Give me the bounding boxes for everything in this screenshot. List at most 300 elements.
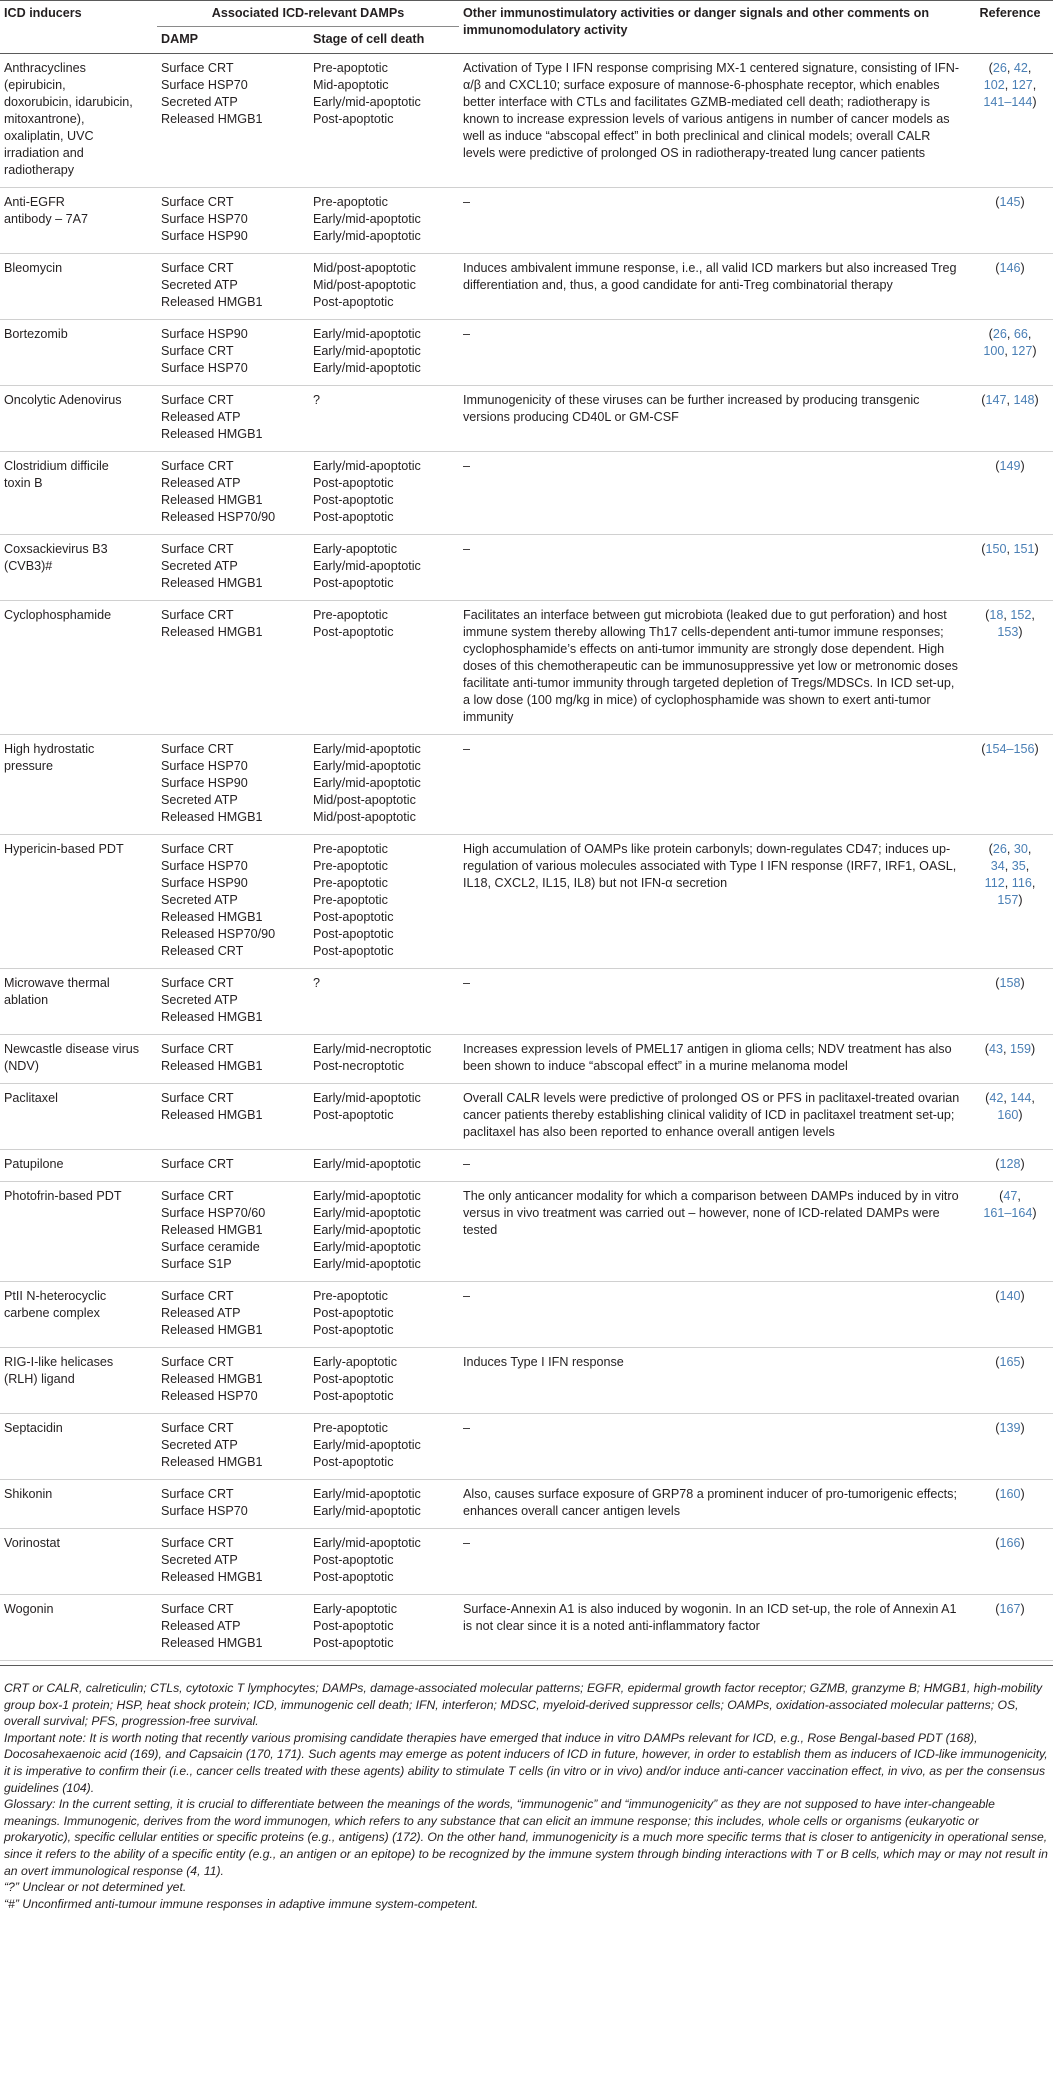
cell-damp-line: Surface CRT <box>161 61 234 75</box>
cell-comment: High accumulation of OAMPs like protein carbonyls; down-regulates CD47; induces up-regulation of various molecules associated with Type I IFN response (IRF7, IRF1, OASL, IL18, CXCL2, IL15, IL8) but not IFN-α secretion <box>459 835 967 969</box>
header-damp: DAMP <box>157 27 309 54</box>
cell-stage <box>309 1182 459 1282</box>
cell-stage-line: Early/mid-apoptotic <box>313 559 421 573</box>
cell-inducer <box>0 1480 157 1529</box>
cell-stage-line: Mid-apoptotic <box>313 78 389 92</box>
cell-damp-line: Surface CRT <box>161 1487 234 1501</box>
cell-stage-line: Pre-apoptotic <box>313 876 388 890</box>
table-footnotes <box>0 1665 1053 1912</box>
cell-damp-line: Surface HSP90 <box>161 327 248 341</box>
cell-damp-line: Released HMGB1 <box>161 910 263 924</box>
cell-damp-line: Released ATP <box>161 476 241 490</box>
table-row <box>0 320 1053 386</box>
cell-inducer <box>0 188 157 254</box>
cell-reference <box>967 1035 1053 1084</box>
cell-comment: Facilitates an interface between gut microbiota (leaked due to gut perforation) and host immune system thereby allowing Th17 cells-dependent anti-tumor immune responses; cyclophosphamide’s effects on anti-tumor immunity are strongly dose dependent. High doses of this chemotherapeutic can be immunosuppressive yet low or metronomic doses facilitate anti-tumor immunity through targeted depletion of Tregs/MDSCs. In ICD set-up, a low dose (100 mg/kg in mice) of cyclophosphamide was shown to exert anti-tumor immunity <box>459 601 967 735</box>
cell-stage <box>309 54 459 188</box>
cell-damp-line: Released HMGB1 <box>161 1323 263 1337</box>
cell-inducer-line: PtII N-heterocyclic <box>4 1289 107 1303</box>
cell-stage-line: Post-apoptotic <box>313 1636 394 1650</box>
cell-stage-line: Early/mid-apoptotic <box>313 1504 421 1518</box>
cell-damp-line: Surface CRT <box>161 393 234 407</box>
cell-reference <box>967 188 1053 254</box>
cell-stage-line: Early/mid-apoptotic <box>313 327 421 341</box>
cell-damp-line: Released ATP <box>161 1306 241 1320</box>
cell-inducer-line: carbene complex <box>4 1306 100 1320</box>
cell-stage <box>309 1480 459 1529</box>
cell-stage <box>309 969 459 1035</box>
cell-stage-line: Early/mid-apoptotic <box>313 212 421 226</box>
cell-damp-line: Secreted ATP <box>161 95 238 109</box>
cell-reference <box>967 1414 1053 1480</box>
cell-reference-line: 161–164) <box>983 1206 1037 1220</box>
cell-stage-line: Post-apoptotic <box>313 625 394 639</box>
cell-damp-line: Secreted ATP <box>161 559 238 573</box>
cell-damp-line: Surface CRT <box>161 459 234 473</box>
table-row <box>0 1595 1053 1661</box>
cell-damp <box>157 835 309 969</box>
cell-reference-line: (26, 66, <box>988 327 1032 341</box>
cell-stage-line: Post-necroptotic <box>313 1059 404 1073</box>
cell-damp-line: Surface CRT <box>161 842 234 856</box>
cell-stage <box>309 1529 459 1595</box>
cell-inducer <box>0 969 157 1035</box>
cell-stage <box>309 1084 459 1150</box>
cell-reference-line: 102, 127, <box>983 78 1037 92</box>
cell-inducer-line: Anthracyclines <box>4 61 86 75</box>
cell-damp-line: Released ATP <box>161 1619 241 1633</box>
cell-inducer-line: Oncolytic Adenovirus <box>4 393 122 407</box>
cell-stage <box>309 835 459 969</box>
cell-inducer-line: (CVB3)# <box>4 559 53 573</box>
cell-reference <box>967 1595 1053 1661</box>
cell-stage-line: Post-apoptotic <box>313 1553 394 1567</box>
cell-stage <box>309 601 459 735</box>
cell-stage-line: Post-apoptotic <box>313 476 394 490</box>
table-row <box>0 535 1053 601</box>
cell-damp-line: Surface HSP70 <box>161 212 248 226</box>
cell-comment: Induces ambivalent immune response, i.e., all valid ICD markers but also increased Treg differentiation and, thus, a good candidate for anti-Treg combinatorial therapy <box>459 254 967 320</box>
cell-damp-line: Released HMGB1 <box>161 1059 263 1073</box>
cell-stage-line: Post-apoptotic <box>313 112 394 126</box>
cell-damp-line: Secreted ATP <box>161 893 238 907</box>
cell-inducer-line: antibody – 7A7 <box>4 212 89 226</box>
cell-stage-line: Early/mid-apoptotic <box>313 1189 421 1203</box>
cell-stage <box>309 1595 459 1661</box>
cell-inducer-line: Anti-EGFR <box>4 195 65 209</box>
cell-reference <box>967 254 1053 320</box>
cell-inducer <box>0 1348 157 1414</box>
cell-stage-line: Early/mid-apoptotic <box>313 1257 421 1271</box>
cell-damp-line: Secreted ATP <box>161 1438 238 1452</box>
cell-comment: – <box>459 535 967 601</box>
cell-damp <box>157 1414 309 1480</box>
cell-damp <box>157 1595 309 1661</box>
cell-inducer-line: irradiation and <box>4 146 84 160</box>
cell-stage <box>309 386 459 452</box>
cell-comment: – <box>459 1529 967 1595</box>
cell-comment: Surface-Annexin A1 is also induced by wogonin. In an ICD set-up, the role of Annexin A1 is not clear since it is a noted anti-inflammatory factor <box>459 1595 967 1661</box>
cell-comment: Immunogenicity of these viruses can be further increased by producing transgenic versions producing CD40L or GM-CSF <box>459 386 967 452</box>
cell-inducer-line: Photofrin-based PDT <box>4 1189 122 1203</box>
footnote-unclear: “?” Unclear or not determined yet. <box>4 1880 187 1895</box>
footnote-important: Important note: It is worth noting that recently various promising candidate therapies have emerged that induce in vitro DAMPs relevant for ICD, e.g., Rose Bengal-based PDT (168), Docosahexaenoic acid (169), and Capsaicin (170, 171). Such agents may emerge as potent inducers of ICD in future, however, in order to establish them as inducers of ICD-like immunogenicity, it is imperative to confirm their (i.e., cancer cells treated with these agents) ability to stimulate T cells (in vitro or in vivo) and/or induce anti-cancer vaccination effect, in vivo, as per the consensus guidelines (104). <box>4 1730 1048 1795</box>
cell-damp <box>157 1182 309 1282</box>
cell-damp-line: Surface HSP70 <box>161 759 248 773</box>
cell-stage-line: Early/mid-apoptotic <box>313 1536 421 1550</box>
cell-damp-line: Surface CRT <box>161 608 234 622</box>
cell-damp-line: Surface ceramide <box>161 1240 260 1254</box>
cell-damp-line: Released HMGB1 <box>161 427 263 441</box>
cell-stage-line: Post-apoptotic <box>313 1619 394 1633</box>
cell-damp <box>157 54 309 188</box>
cell-reference-line: 100, 127) <box>983 344 1037 358</box>
cell-reference <box>967 320 1053 386</box>
table-row <box>0 601 1053 735</box>
cell-stage-line: Pre-apoptotic <box>313 608 388 622</box>
cell-reference-line: (42, 144, <box>985 1091 1035 1105</box>
cell-damp <box>157 1035 309 1084</box>
cell-stage-line: Pre-apoptotic <box>313 1289 388 1303</box>
cell-stage-line: ? <box>313 976 321 990</box>
cell-stage-line: Post-apoptotic <box>313 910 394 924</box>
cell-stage-line: Early/mid-apoptotic <box>313 742 421 756</box>
cell-damp-line: Released HMGB1 <box>161 1455 263 1469</box>
cell-inducer-line: (epirubicin, <box>4 78 66 92</box>
table-row <box>0 835 1053 969</box>
cell-reference-line: 153) <box>997 625 1023 639</box>
cell-inducer-line: RIG-I-like helicases <box>4 1355 114 1369</box>
cell-stage-line: Early/mid-apoptotic <box>313 759 421 773</box>
cell-damp-line: Secreted ATP <box>161 993 238 1007</box>
cell-inducer-line: Shikonin <box>4 1487 53 1501</box>
cell-stage-line: Early/mid-apoptotic <box>313 1223 421 1237</box>
cell-inducer <box>0 320 157 386</box>
table-row <box>0 386 1053 452</box>
cell-damp-line: Secreted ATP <box>161 1553 238 1567</box>
cell-damp-line: Released HMGB1 <box>161 1636 263 1650</box>
cell-stage-line: Post-apoptotic <box>313 1108 394 1122</box>
cell-reference-line: (147, 148) <box>981 393 1039 407</box>
cell-stage-line: Pre-apoptotic <box>313 1421 388 1435</box>
footnote-abbreviations: CRT or CALR, calreticulin; CTLs, cytotoxic T lymphocytes; DAMPs, damage-associated molecular patterns; EGFR, epidermal growth factor receptor; GZMB, granzyme B; HMGB1, high-mobility group box-1 protein; HSP, heat shock protein; ICD, immunogenic cell death; IFN, interferon; MDSC, myeloid-derived suppressor cells; OAMPs, oxidation-associated molecular patterns; OS, overall survival; PFS, progression-free survival. <box>4 1681 1043 1729</box>
cell-reference <box>967 601 1053 735</box>
footnote-glossary: Glossary: In the current setting, it is crucial to differentiate between the meanings of the words, “immunogenic” and “immunogenicity” as they are not supposed to have inter-changeable meanings. Immunogenic, derives from the word immunogen, which refers to any substance that can elicit an immune response; this includes, whole cells or organisms (eukaryotic or prokaryotic), specific cellular entities or specific proteins (e.g., antigens) (172). On the other hand, immunogenicity is a much more specific terms that is closer to antigenicity in operational sense, since it refers to the ability of a specific entity (e.g., an antigen or an epitope) to be recognized by the immune system through binding interactions with T or B cells, which may or may not result in an overt immunological response (4, 11). <box>4 1797 1048 1878</box>
cell-inducer-line: Microwave thermal <box>4 976 110 990</box>
cell-stage <box>309 1348 459 1414</box>
cell-inducer <box>0 601 157 735</box>
cell-reference-line: (43, 159) <box>984 1042 1036 1056</box>
cell-comment: – <box>459 188 967 254</box>
table-row <box>0 1282 1053 1348</box>
cell-inducer <box>0 452 157 535</box>
cell-reference-line: (145) <box>995 195 1025 209</box>
cell-damp-line: Surface CRT <box>161 742 234 756</box>
cell-inducer-line: toxin B <box>4 476 43 490</box>
table-body <box>0 54 1053 1661</box>
cell-stage-line: Mid/post-apoptotic <box>313 810 416 824</box>
cell-damp-line: Surface S1P <box>161 1257 232 1271</box>
cell-comment: – <box>459 969 967 1035</box>
cell-damp-line: Surface CRT <box>161 1536 234 1550</box>
cell-inducer <box>0 535 157 601</box>
cell-stage-line: Post-apoptotic <box>313 1323 394 1337</box>
cell-stage-line: Post-apoptotic <box>313 1306 394 1320</box>
cell-damp-line: Surface HSP90 <box>161 229 248 243</box>
cell-comment: – <box>459 320 967 386</box>
cell-damp-line: Surface HSP70 <box>161 361 248 375</box>
cell-damp-line: Released HMGB1 <box>161 625 263 639</box>
table-row <box>0 254 1053 320</box>
cell-reference-line: (140) <box>995 1289 1025 1303</box>
cell-damp-line: Secreted ATP <box>161 793 238 807</box>
cell-inducer-line: High hydrostatic <box>4 742 95 756</box>
cell-stage-line: Pre-apoptotic <box>313 893 388 907</box>
cell-inducer <box>0 1414 157 1480</box>
header-damps-group: Associated ICD-relevant DAMPs <box>157 1 459 27</box>
cell-inducer-line: doxorubicin, idarubicin, <box>4 95 133 109</box>
cell-damp-line: Surface CRT <box>161 344 234 358</box>
cell-damp-line: Surface CRT <box>161 1289 234 1303</box>
cell-reference-line: (26, 42, <box>988 61 1032 75</box>
cell-stage-line: Post-apoptotic <box>313 1372 394 1386</box>
cell-inducer <box>0 54 157 188</box>
cell-reference <box>967 452 1053 535</box>
cell-stage <box>309 254 459 320</box>
table-row <box>0 1035 1053 1084</box>
cell-stage-line: Post-apoptotic <box>313 1570 394 1584</box>
cell-damp <box>157 254 309 320</box>
table-row <box>0 1480 1053 1529</box>
cell-damp <box>157 452 309 535</box>
cell-damp-line: Released HMGB1 <box>161 295 263 309</box>
cell-inducer-line: Septacidin <box>4 1421 63 1435</box>
cell-comment: Activation of Type I IFN response comprising MX-1 centered signature, consisting of IFN-α/β and CXCL10; surface exposure of mannose-6-phosphate receptor, which enables better interface with CTLs and facilitates GZMB-mediated cell death; radiotherapy is known to increase expression levels of various antigens in number of cancer models as well as induce “abscopal effect” in both preclinical and clinical models; overall CALR levels were predictive of prolonged OS in radiotherapy-treated lung cancer patients <box>459 54 967 188</box>
cell-comment: Also, causes surface exposure of GRP78 a prominent inducer of pro-tumorigenic effects; enhances overall cancer antigen levels <box>459 1480 967 1529</box>
cell-comment: – <box>459 1414 967 1480</box>
cell-damp-line: Released HMGB1 <box>161 112 263 126</box>
cell-damp <box>157 535 309 601</box>
cell-stage-line: Early/mid-apoptotic <box>313 1487 421 1501</box>
cell-comment: – <box>459 452 967 535</box>
cell-inducer-line: Wogonin <box>4 1602 54 1616</box>
cell-stage-line: Pre-apoptotic <box>313 195 388 209</box>
cell-stage <box>309 1282 459 1348</box>
cell-damp-line: Released HSP70/90 <box>161 510 276 524</box>
cell-damp-line: Surface HSP70/60 <box>161 1206 266 1220</box>
cell-inducer <box>0 835 157 969</box>
cell-damp <box>157 188 309 254</box>
cell-reference-line: 112, 116, <box>984 876 1036 890</box>
cell-reference-line: 160) <box>997 1108 1023 1122</box>
cell-damp-line: Surface CRT <box>161 1157 234 1171</box>
cell-damp <box>157 320 309 386</box>
cell-reference <box>967 835 1053 969</box>
cell-damp <box>157 969 309 1035</box>
cell-stage-line: Early-apoptotic <box>313 1355 397 1369</box>
cell-inducer-line: mitoxantrone), <box>4 112 85 126</box>
cell-inducer-line: Paclitaxel <box>4 1091 58 1105</box>
cell-stage-line: Early-apoptotic <box>313 1602 397 1616</box>
cell-damp-line: Surface CRT <box>161 1091 234 1105</box>
cell-inducer <box>0 1150 157 1182</box>
cell-damp-line: Released HMGB1 <box>161 576 263 590</box>
cell-damp <box>157 1480 309 1529</box>
cell-damp <box>157 1282 309 1348</box>
cell-damp-line: Surface CRT <box>161 261 234 275</box>
cell-stage-line: Early/mid-apoptotic <box>313 95 421 109</box>
cell-damp-line: Released HMGB1 <box>161 1570 263 1584</box>
cell-stage-line: Post-apoptotic <box>313 576 394 590</box>
cell-damp <box>157 601 309 735</box>
cell-inducer-line: (NDV) <box>4 1059 39 1073</box>
cell-damp-line: Surface CRT <box>161 1602 234 1616</box>
cell-damp-line: Released CRT <box>161 944 244 958</box>
cell-damp-line: Released HMGB1 <box>161 1372 263 1386</box>
cell-reference-line: (18, 152, <box>985 608 1035 622</box>
cell-damp-line: Surface CRT <box>161 976 234 990</box>
cell-stage <box>309 452 459 535</box>
cell-reference <box>967 969 1053 1035</box>
cell-reference <box>967 1150 1053 1182</box>
table-row <box>0 969 1053 1035</box>
cell-stage-line: Early/mid-apoptotic <box>313 1240 421 1254</box>
cell-inducer <box>0 1182 157 1282</box>
table-row <box>0 1182 1053 1282</box>
cell-stage-line: Early/mid-necroptotic <box>313 1042 432 1056</box>
cell-inducer <box>0 1035 157 1084</box>
header-stage: Stage of cell death <box>309 27 459 54</box>
table-row <box>0 188 1053 254</box>
cell-inducer-line: radiotherapy <box>4 163 75 177</box>
table-row <box>0 1150 1053 1182</box>
cell-reference-line: (160) <box>995 1487 1025 1501</box>
cell-comment: Induces Type I IFN response <box>459 1348 967 1414</box>
cell-stage-line: Mid/post-apoptotic <box>313 261 416 275</box>
cell-inducer-line: Newcastle disease virus <box>4 1042 140 1056</box>
cell-stage-line: Pre-apoptotic <box>313 842 388 856</box>
cell-comment: – <box>459 1282 967 1348</box>
cell-inducer-line: Vorinostat <box>4 1536 61 1550</box>
cell-damp <box>157 1348 309 1414</box>
cell-stage <box>309 535 459 601</box>
cell-damp-line: Surface CRT <box>161 542 234 556</box>
cell-stage-line: Post-apoptotic <box>313 927 394 941</box>
cell-damp-line: Released HMGB1 <box>161 1010 263 1024</box>
cell-inducer-line: Bortezomib <box>4 327 68 341</box>
cell-damp-line: Surface HSP70 <box>161 1504 248 1518</box>
cell-damp-line: Surface CRT <box>161 195 234 209</box>
cell-inducer-line: Coxsackievirus B3 <box>4 542 108 556</box>
cell-stage-line: Early/mid-apoptotic <box>313 344 421 358</box>
table-row <box>0 54 1053 188</box>
cell-reference <box>967 1182 1053 1282</box>
cell-reference-line: 157) <box>997 893 1023 907</box>
header-reference: Reference <box>967 1 1053 54</box>
cell-inducer-line: (RLH) ligand <box>4 1372 75 1386</box>
cell-damp-line: Surface CRT <box>161 1042 234 1056</box>
cell-reference-line: (139) <box>995 1421 1025 1435</box>
cell-stage-line: Post-apoptotic <box>313 295 394 309</box>
cell-inducer <box>0 1595 157 1661</box>
cell-inducer-line: Hypericin-based PDT <box>4 842 124 856</box>
cell-stage-line: Early/mid-apoptotic <box>313 1206 421 1220</box>
cell-comment: The only anticancer modality for which a comparison between DAMPs induced by in vitro versus in vivo treatment was carried out – however, none of ICD-related DAMPs were tested <box>459 1182 967 1282</box>
cell-stage-line: Post-apoptotic <box>313 493 394 507</box>
cell-damp-line: Released HMGB1 <box>161 810 263 824</box>
cell-stage <box>309 188 459 254</box>
cell-stage-line: ? <box>313 393 321 407</box>
cell-reference <box>967 54 1053 188</box>
cell-inducer-line: pressure <box>4 759 53 773</box>
cell-reference <box>967 1282 1053 1348</box>
cell-damp-line: Released HMGB1 <box>161 493 263 507</box>
cell-comment: Overall CALR levels were predictive of prolonged OS or PFS in paclitaxel-treated ovarian cancer patients thereby establishing clinical validity of ICD in paclitaxel treatment set-up; paclitaxel has also been reported to enhance overall antigen levels <box>459 1084 967 1150</box>
header-inducers: ICD inducers <box>0 1 157 54</box>
cell-comment: – <box>459 735 967 835</box>
cell-damp-line: Released ATP <box>161 410 241 424</box>
cell-reference-line: (165) <box>995 1355 1025 1369</box>
table-row <box>0 1084 1053 1150</box>
cell-stage-line: Early/mid-apoptotic <box>313 1438 421 1452</box>
cell-stage-line: Early/mid-apoptotic <box>313 459 421 473</box>
cell-comment: – <box>459 1150 967 1182</box>
cell-damp-line: Surface HSP70 <box>161 78 248 92</box>
cell-reference-line: (26, 30, <box>988 842 1032 856</box>
table-row <box>0 1529 1053 1595</box>
cell-inducer-line: oxaliplatin, UVC <box>4 129 94 143</box>
cell-stage-line: Pre-apoptotic <box>313 61 388 75</box>
table-row <box>0 1414 1053 1480</box>
cell-stage <box>309 1035 459 1084</box>
cell-inducer-line: Patupilone <box>4 1157 64 1171</box>
cell-stage <box>309 735 459 835</box>
cell-damp-line: Released HSP70 <box>161 1389 258 1403</box>
cell-inducer-line: ablation <box>4 993 49 1007</box>
cell-damp-line: Released HSP70/90 <box>161 927 276 941</box>
cell-comment: Increases expression levels of PMEL17 antigen in glioma cells; NDV treatment has also been shown to induce “abscopal effect” in a murine melanoma model <box>459 1035 967 1084</box>
cell-stage-line: Early/mid-apoptotic <box>313 361 421 375</box>
cell-reference-line: (167) <box>995 1602 1025 1616</box>
cell-reference-line: 141–144) <box>983 95 1037 109</box>
cell-reference <box>967 1480 1053 1529</box>
cell-stage-line: Mid/post-apoptotic <box>313 278 416 292</box>
cell-reference <box>967 735 1053 835</box>
cell-inducer <box>0 1084 157 1150</box>
cell-reference <box>967 1348 1053 1414</box>
cell-damp <box>157 1529 309 1595</box>
cell-inducer-line: Clostridium difficile <box>4 459 109 473</box>
cell-reference <box>967 535 1053 601</box>
cell-inducer <box>0 1282 157 1348</box>
cell-reference-line: (150, 151) <box>981 542 1039 556</box>
cell-reference-line: (158) <box>995 976 1025 990</box>
cell-stage-line: Pre-apoptotic <box>313 859 388 873</box>
cell-stage <box>309 320 459 386</box>
cell-stage-line: Post-apoptotic <box>313 1389 394 1403</box>
cell-inducer <box>0 254 157 320</box>
cell-stage <box>309 1150 459 1182</box>
cell-damp <box>157 386 309 452</box>
cell-reference <box>967 1084 1053 1150</box>
cell-inducer-line: Bleomycin <box>4 261 63 275</box>
cell-damp <box>157 735 309 835</box>
cell-reference <box>967 386 1053 452</box>
cell-stage-line: Early/mid-apoptotic <box>313 229 421 243</box>
cell-reference-line: 34, 35, <box>990 859 1030 873</box>
cell-stage-line: Early/mid-apoptotic <box>313 1091 421 1105</box>
cell-stage-line: Early/mid-apoptotic <box>313 1157 421 1171</box>
